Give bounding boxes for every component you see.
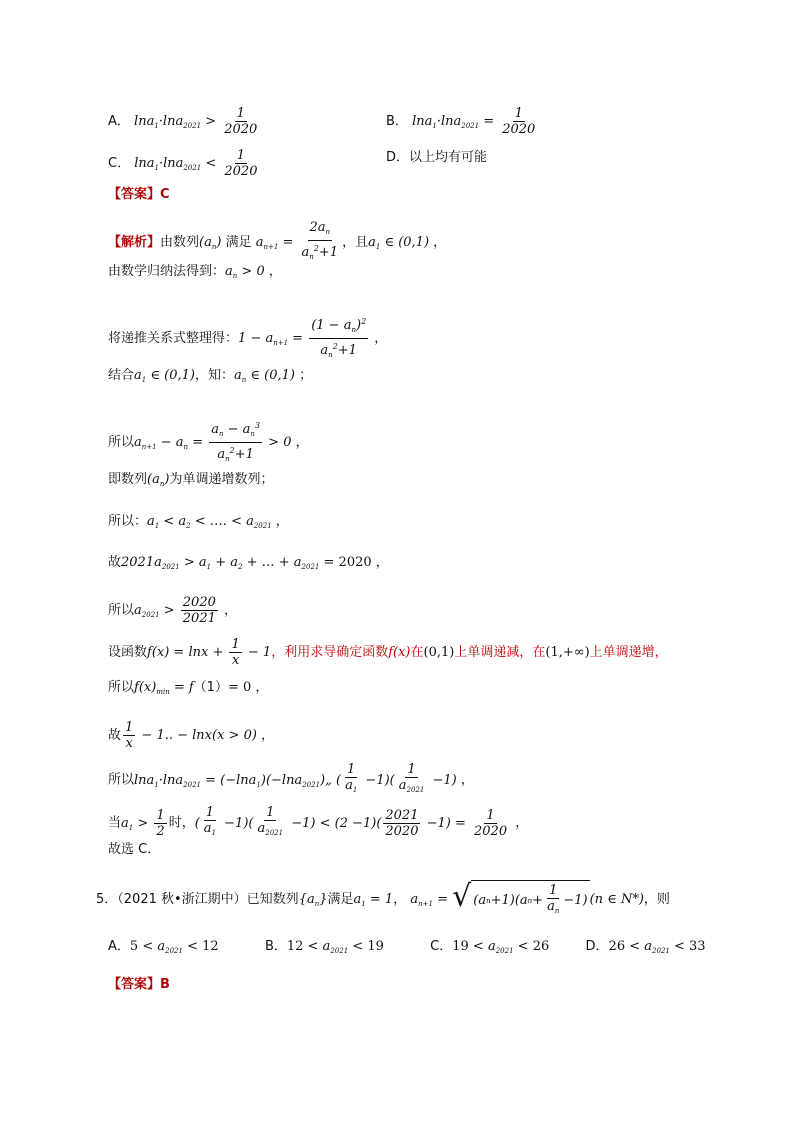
analysis-line-13: 所以lna$_1$·lna$_{2021}$ = (−lna$_1$)(−lna$_{2021}$)„ ( $\frac{1}{a_1}$ −1)( $\frac{1}{a_{2021}}$ −1) ， [108,762,474,794]
analysis-line-1: 【解析】由数列$(a_n)$ 满足 $a_{n+1}$ = $\frac{2a_n}{a_n^2+1}$ ，且$a_1$ ∈ (0,1) ， [108,220,447,261]
option-b: B． lna$_1$·lna$_{2021}$ = $\frac{1}{2020}$ [386,106,539,137]
analysis-line-9: 所以$a_{2021}$ > $\frac{2020}{2021}$ ， [108,595,238,626]
analysis-line-5: 所以$a_{n+1} - a_n$ = $\frac{a_n - a_n^3}{a_n^2+1}$ > 0 ， [108,418,309,467]
analysis-line-15: 故选 C． [108,842,161,857]
option-a-formula: lna$_1$·lna$_{2021}$ > $\frac{1}{2020}$ [134,106,258,137]
q5-option-b: B．$12 < a_{2021} < 19$ [264,939,384,955]
analysis-line-8: 故$2021a_{2021} > a_1 + a_2$ + … + $a_{2021} = 2020$ ， [108,555,389,571]
analysis-line-3: 将递推关系式整理得：$1 - a_{n+1}$ = $\frac{(1 - a_n)^2}{a_n^2+1}$ ， [108,314,387,363]
answer-q4: 【答案】C [108,187,170,202]
q5-option-d: D．$26 < a_{2021} < 33$ [585,939,706,955]
option-d: D．以上均有可能 [386,150,488,165]
q5-option-c: C．$19 < a_{2021} < 26$ [430,939,550,955]
answer-q5: 【答案】B [108,977,170,992]
analysis-line-11: 所以$f(x)_{min} = f(1)= 0$ ， [108,680,269,696]
sqrt-expression: √ (a n +1)(a n + $\frac{1}{a_n}$ −1) [452,880,589,919]
q5-option-a: A．$5 < a_{2021} < 12$ [108,939,219,955]
analysis-line-7: 所以：$a_1 < a_2$ < …. < $a_{2021}$ ， [108,514,289,530]
option-c: C． lna$_1$·lna$_{2021}$ < $\frac{1}{2020}$ [108,148,261,179]
analysis-line-6: 即数列$(a_n)$为单调递增数列； [108,472,274,488]
analysis-line-10: 设函数f(x) = lnx + $\frac{1}{x}$ − 1，利用求导确定函数f(x)在(0,1)上单调递减，在(1,+∞)上单调递增， [108,637,668,668]
analysis-line-4: 结合$a_1$ ∈ (0,1)，知：$a_n$ ∈ (0,1) ； [108,368,313,384]
option-b-formula: lna$_1$·lna$_{2021}$ = $\frac{1}{2020}$ [412,106,536,137]
option-c-formula: lna$_1$·lna$_{2021}$ < $\frac{1}{2020}$ [134,148,258,179]
question-5-options [108,937,706,961]
analysis-line-12: 故 $\frac{1}{x}$ − 1.. − lnx(x > 0) ， [108,720,275,751]
analysis-line-2: 由数学归纳法得到：$a_n > 0$ ， [108,264,282,280]
analysis-line-14: 当$a_1$ > $\frac{1}{2}$ 时，( $\frac{1}{a_1}$ −1)( $\frac{1}{a_{2021}}$ −1) < (2 −1)( $\frac{2021}{2020}$ −1) = $\frac{1}{2020}$ ， [108,805,529,839]
question-5: 5．（2021 秋•浙江期中）已知数列$\{a_n\}$满足$a_1 = 1$， $a_{n+1}$ = √ (a n +1)(a n + $\frac{1}{a_n}$ −1) (n ∈ N*)，则 [96,880,670,919]
option-a: A． lna$_1$·lna$_{2021}$ > $\frac{1}{2020}$ [108,106,261,137]
